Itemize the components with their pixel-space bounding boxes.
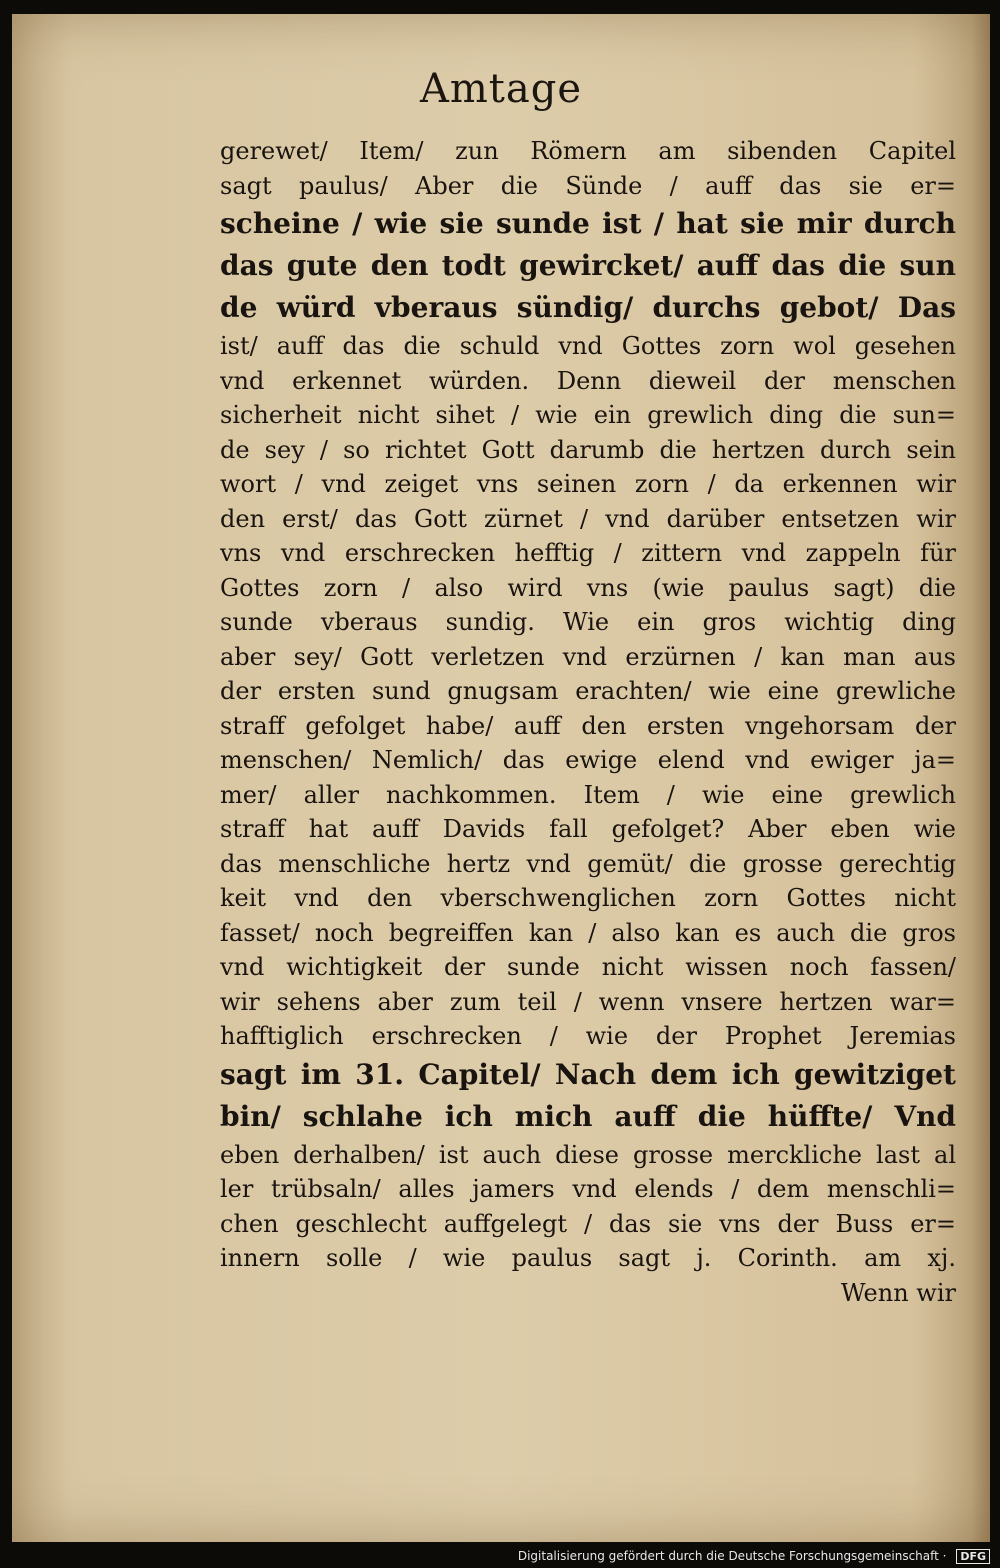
book-page bbox=[12, 14, 990, 1542]
footer-text: Digitalisierung gefördert durch die Deutsche Forschungsgemeinschaft · bbox=[517, 1549, 947, 1563]
text-line: vns vnd erschrecken hefftig / zittern vnd zappeln für bbox=[220, 539, 956, 567]
text-line: chen geschlecht auffgelegt / das sie vns der Buss er= bbox=[220, 1209, 956, 1238]
text-line: wort / vnd zeiget vns seinen zorn / da erkennen wir bbox=[220, 470, 956, 498]
text-line: ist/ auff das die schuld vnd Gottes zorn wol gesehen bbox=[220, 332, 956, 360]
text-line: den erst/ das Gott zürnet / vnd darüber entsetzen wir bbox=[220, 504, 956, 533]
text-line: de sey / so richtet Gott darumb die hertzen durch sein bbox=[220, 435, 956, 464]
text-line: de würd vberaus sündig/ durchs gebot/ Das bbox=[220, 291, 956, 324]
text-line: vnd erkennet würden. Denn dieweil der menschen bbox=[220, 366, 956, 395]
text-line: das menschliche hertz vnd gemüt/ die grosse gerechtig bbox=[220, 849, 956, 878]
text-line: menschen/ Nemlich/ das ewige elend vnd ewiger ja= bbox=[220, 746, 956, 774]
text-line: Gottes zorn / also wird vns (wie paulus sagt) die bbox=[220, 573, 956, 602]
text-line: wir sehens aber zum teil / wenn vnsere hertzen war= bbox=[220, 987, 956, 1016]
text-line: gerewet/ Item/ zun Römern am sibenden Capitel bbox=[220, 137, 956, 165]
text-line: innern solle / wie paulus sagt j. Corinth. am xj. bbox=[220, 1244, 956, 1272]
text-line: keit vnd den vberschwenglichen zorn Gottes nicht bbox=[220, 884, 956, 912]
text-line: der ersten sund gnugsam erachten/ wie eine grewliche bbox=[220, 677, 956, 705]
dfg-logo: DFG bbox=[956, 1549, 990, 1564]
catchword: Wenn wir bbox=[840, 1278, 956, 1307]
text-line: scheine / wie sie sunde ist / hat sie mir durch bbox=[220, 207, 956, 240]
text-line: sagt im 31. Capitel/ Nach dem ich gewitziget bbox=[220, 1057, 956, 1091]
digitization-credit bbox=[0, 1548, 990, 1564]
text-line: hafftiglich erschrecken / wie der Prophet Jeremias bbox=[220, 1022, 956, 1050]
text-line: sicherheit nicht sihet / wie ein grewlich ding die sun= bbox=[220, 401, 956, 429]
text-line: vnd wichtigkeit der sunde nicht wissen noch fassen/ bbox=[220, 953, 956, 981]
text-line: eben derhalben/ ist auch diese grosse merckliche last al bbox=[220, 1140, 956, 1169]
text-line: straff hat auff Davids fall gefolget? Aber eben wie bbox=[220, 815, 956, 843]
page-edge bbox=[972, 14, 990, 1542]
running-header: Amtage bbox=[419, 66, 582, 112]
text-line: fasset/ noch begreiffen kan / also kan es auch die gros bbox=[220, 918, 956, 947]
text-line: sunde vberaus sundig. Wie ein gros wichtig ding bbox=[220, 608, 956, 636]
text-line: mer/ aller nachkommen. Item / wie eine grewlich bbox=[220, 780, 956, 809]
text-line: bin/ schlahe ich mich auff die hüffte/ Vnd bbox=[220, 1099, 956, 1133]
text-line: straff gefolget habe/ auff den ersten vngehorsam der bbox=[220, 711, 956, 740]
text-line: ler trübsaln/ alles jamers vnd elends / dem menschli= bbox=[220, 1175, 956, 1203]
text-line: das gute den todt gewircket/ auff das die sun bbox=[220, 249, 956, 282]
text-block bbox=[220, 134, 956, 1310]
text-line: sagt paulus/ Aber die Sünde / auff das sie er= bbox=[220, 171, 956, 200]
text-line: aber sey/ Gott verletzen vnd erzürnen / kan man aus bbox=[220, 642, 956, 671]
